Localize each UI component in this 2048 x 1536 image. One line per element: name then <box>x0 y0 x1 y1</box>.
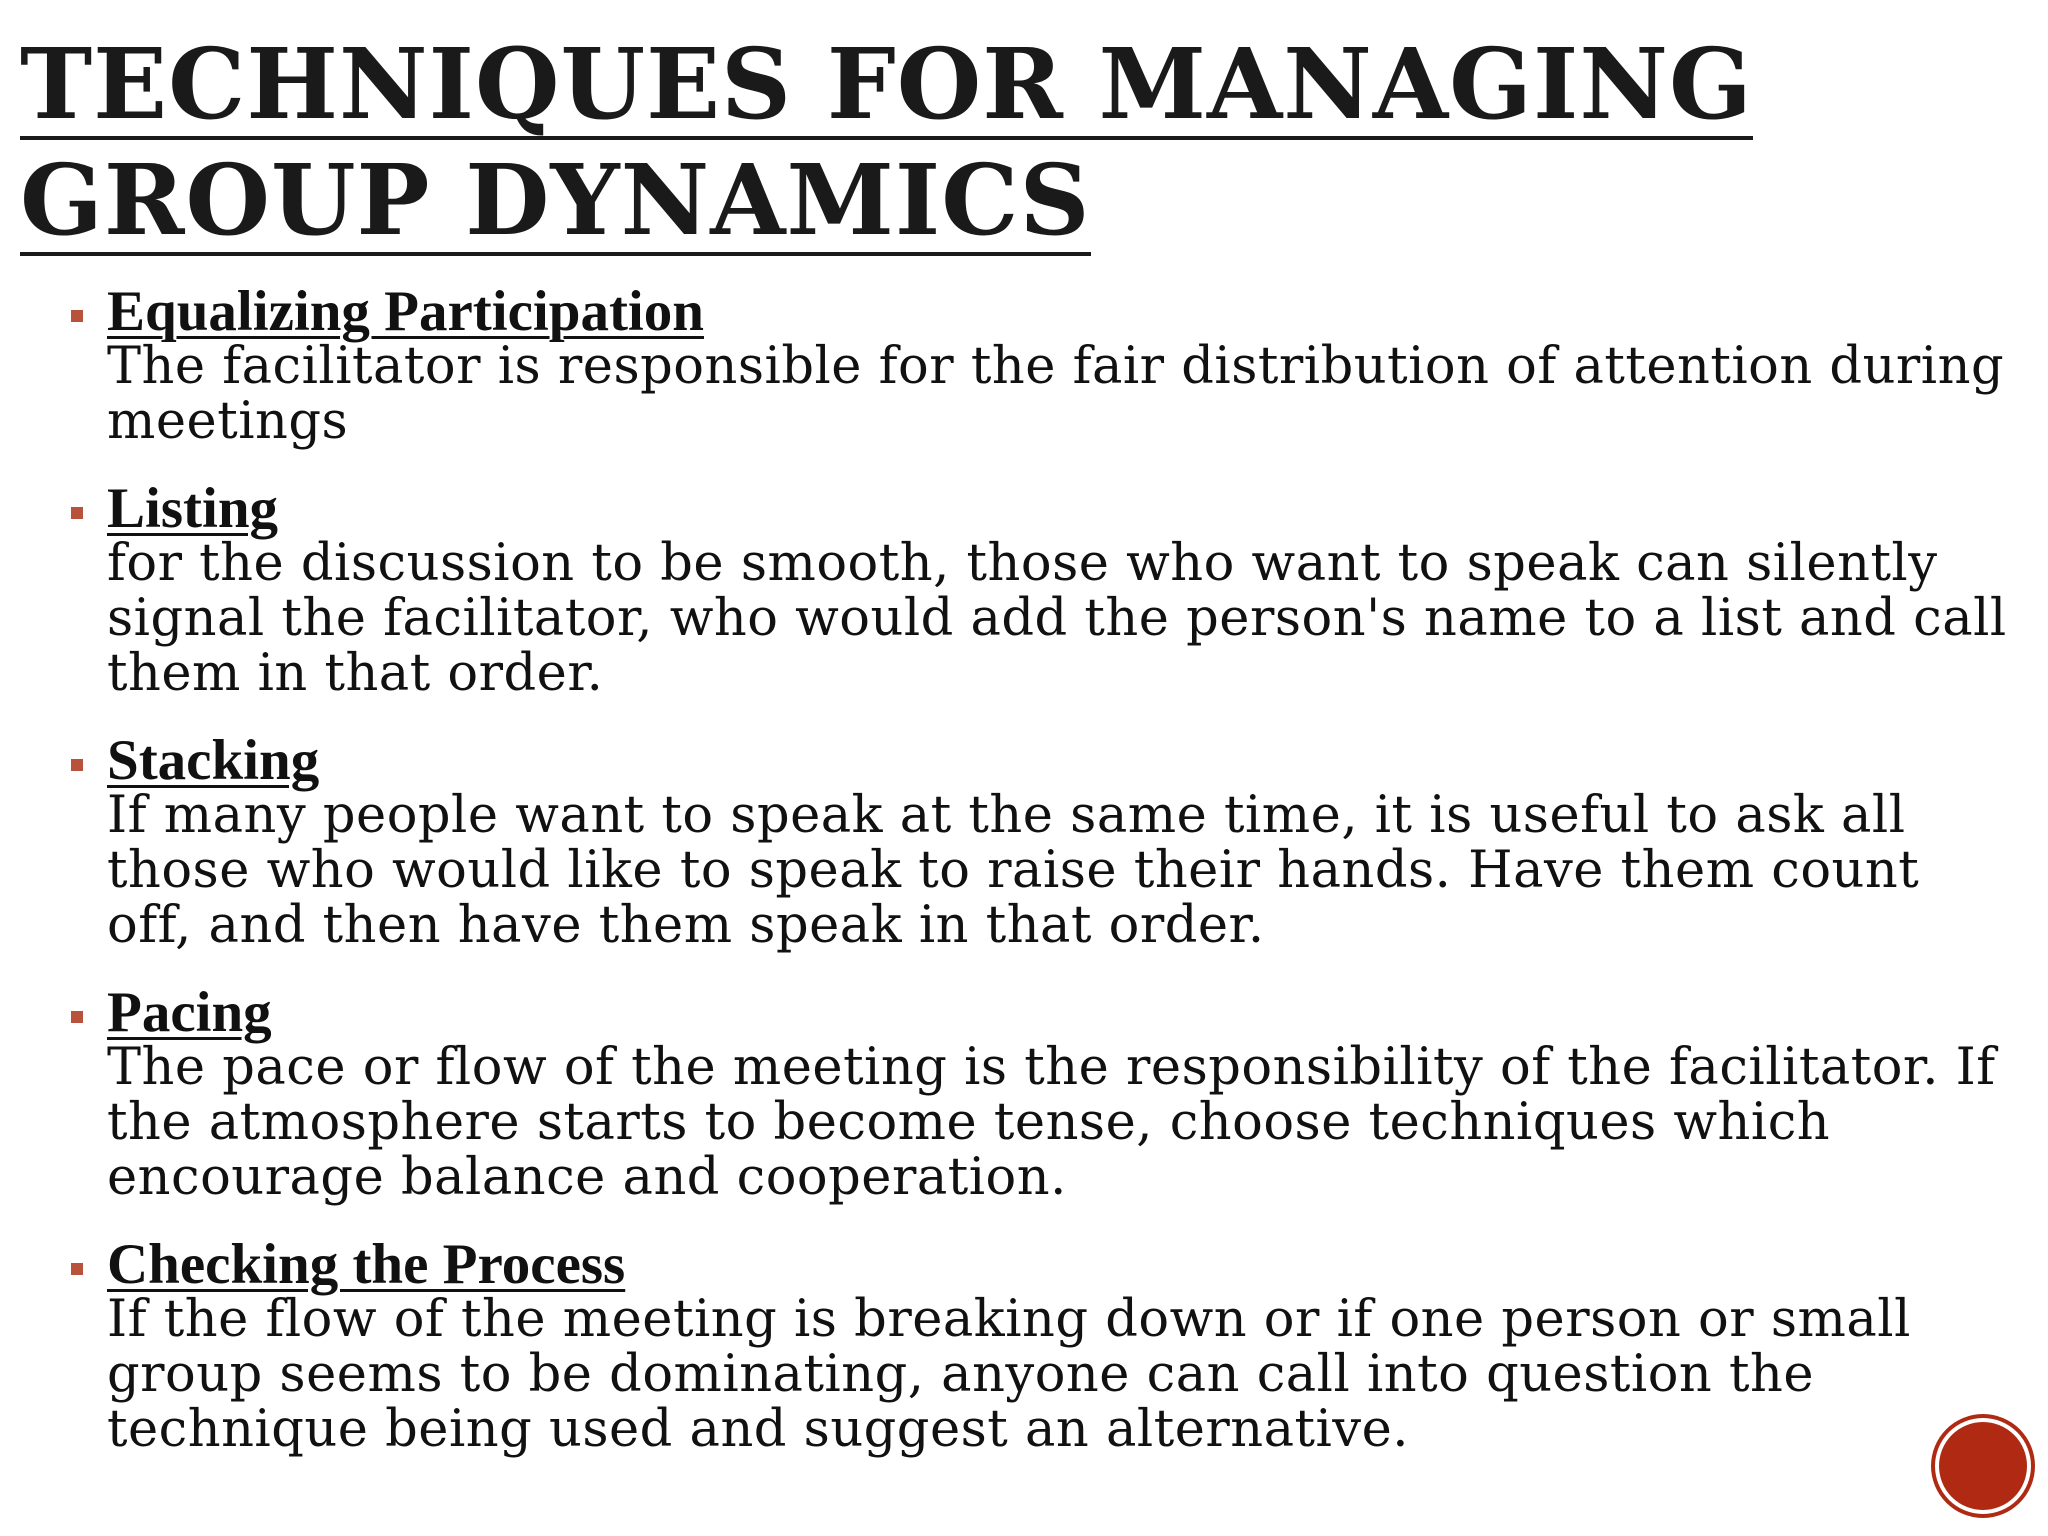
square-bullet-icon <box>71 310 83 322</box>
square-bullet-icon <box>71 759 83 771</box>
square-bullet-icon <box>71 1263 83 1275</box>
list-item-stacking <box>0 729 2048 955</box>
item-description: If the flow of the meeting is breaking down or if one person or small group seems to be dominating, anyone can call into question the technique being used and suggest an alternative. <box>107 1290 1911 1459</box>
item-description: If many people want to speak at the same time, it is useful to ask all those who would like to speak to raise their hands. Have them count off, and then have them speak in that order. <box>107 786 1920 955</box>
list-item-equalizing-participation <box>0 280 2048 451</box>
item-description: The facilitator is responsible for the fair distribution of attention during meetings <box>107 337 2005 451</box>
slide-title-line-2: GROUP DYNAMICS <box>20 143 1091 257</box>
item-heading: Equalizing Participation <box>107 280 704 343</box>
circle-nav-button[interactable] <box>1935 1418 2031 1514</box>
slide-title-line-1: TECHNIQUES FOR MANAGING <box>20 27 1753 141</box>
list-item-listing <box>0 477 2048 703</box>
square-bullet-icon <box>71 507 83 519</box>
list-item-checking-the-process <box>0 1233 2048 1459</box>
item-description: for the discussion to be smooth, those who want to speak can silently signal the facilitator, who would add the person's name to a list and call them in that order. <box>107 534 2007 703</box>
slide-title <box>20 28 1753 260</box>
technique-list <box>0 280 2048 1489</box>
square-bullet-icon <box>71 1011 83 1023</box>
item-heading: Pacing <box>107 981 272 1044</box>
item-heading: Listing <box>107 477 279 540</box>
list-item-pacing <box>0 981 2048 1207</box>
item-description: The pace or flow of the meeting is the responsibility of the facilitator. If the atmosphere starts to become tense, choose techniques which encourage balance and cooperation. <box>107 1038 1996 1207</box>
item-heading: Stacking <box>107 729 320 792</box>
item-heading: Checking the Process <box>107 1233 626 1296</box>
